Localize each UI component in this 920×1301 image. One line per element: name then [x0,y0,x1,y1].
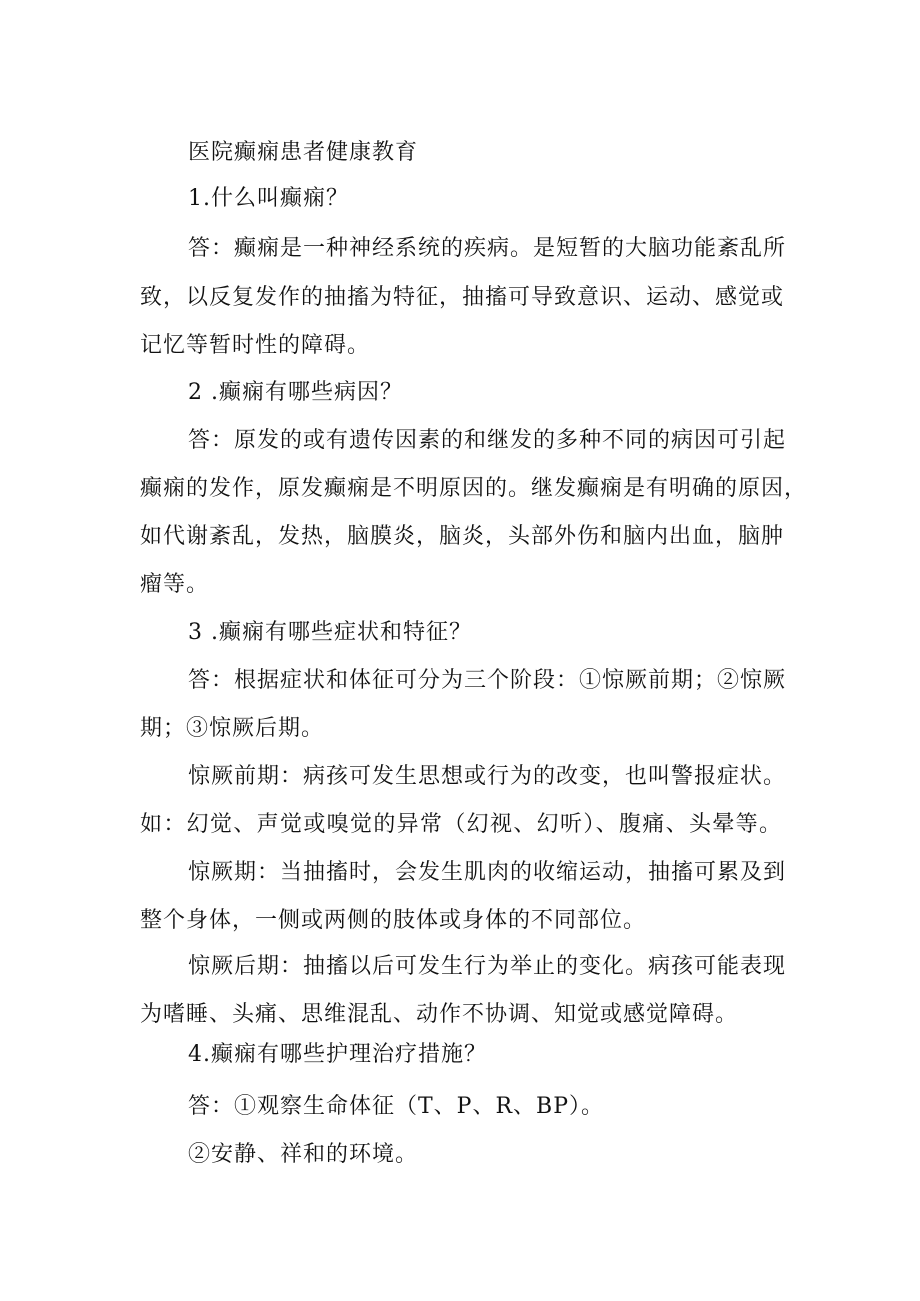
answer-1-line-2: 致，以反复发作的抽搐为特征，抽搐可导致意识、运动、感觉或 [140,285,785,310]
seizure-line-2: 整个身体，一侧或两侧的肢体或身体的不同部位。 [140,908,647,933]
answer-2-line-1: 答：原发的或有遗传因素的和继发的多种不同的病因可引起 [188,428,787,453]
answer-3-line-1: 答：根据症状和体征可分为三个阶段：①惊厥前期；②惊厥 [188,668,787,693]
pre-seizure-line-2: 如：幻觉、声觉或嗅觉的异常（幻视、幻听）、腹痛、头晕等。 [140,812,782,837]
answer-2-line-3: 如代谢紊乱，发热，脑膜炎，脑炎，头部外伤和脑内出血，脑肿 [140,524,785,549]
question-3: 3 .癫痫有哪些症状和特征？ [188,620,472,645]
answer-1-line-3: 记忆等暂时性的障碍。 [140,333,371,358]
answer-4-line-2: ②安静、祥和的环境。 [188,1142,419,1167]
answer-4-line-1: 答：①观察生命体征（T、P、R、BP）。 [188,1094,605,1119]
pre-seizure-line-1: 惊厥前期：病孩可发生思想或行为的改变，也叫警报症状。 [188,764,787,789]
answer-2-line-2: 癫痫的发作，原发癫痫是不明原因的。继发癫痫是有明确的原因， [140,476,808,501]
post-seizure-line-2: 为嗜睡、头痛、思维混乱、动作不协调、知觉或感觉障碍。 [140,1002,739,1027]
seizure-line-1: 惊厥期：当抽搐时，会发生肌肉的收缩运动，抽搐可累及到 [188,860,787,885]
answer-2-line-4: 瘤等。 [140,572,210,597]
document-title: 医院癫痫患者健康教育 [188,140,419,165]
question-2: 2 .癫痫有哪些病因？ [188,380,403,405]
question-1: 1.什么叫癫痫？ [188,186,349,211]
answer-3-line-2: 期；③惊厥后期。 [140,716,325,741]
post-seizure-line-1: 惊厥后期：抽搐以后可发生行为举止的变化。病孩可能表现 [188,954,787,979]
answer-1-line-1: 答：癫痫是一种神经系统的疾病。是短暂的大脑功能紊乱所 [188,236,787,261]
question-4: 4.癫痫有哪些护理治疗措施？ [188,1042,487,1067]
